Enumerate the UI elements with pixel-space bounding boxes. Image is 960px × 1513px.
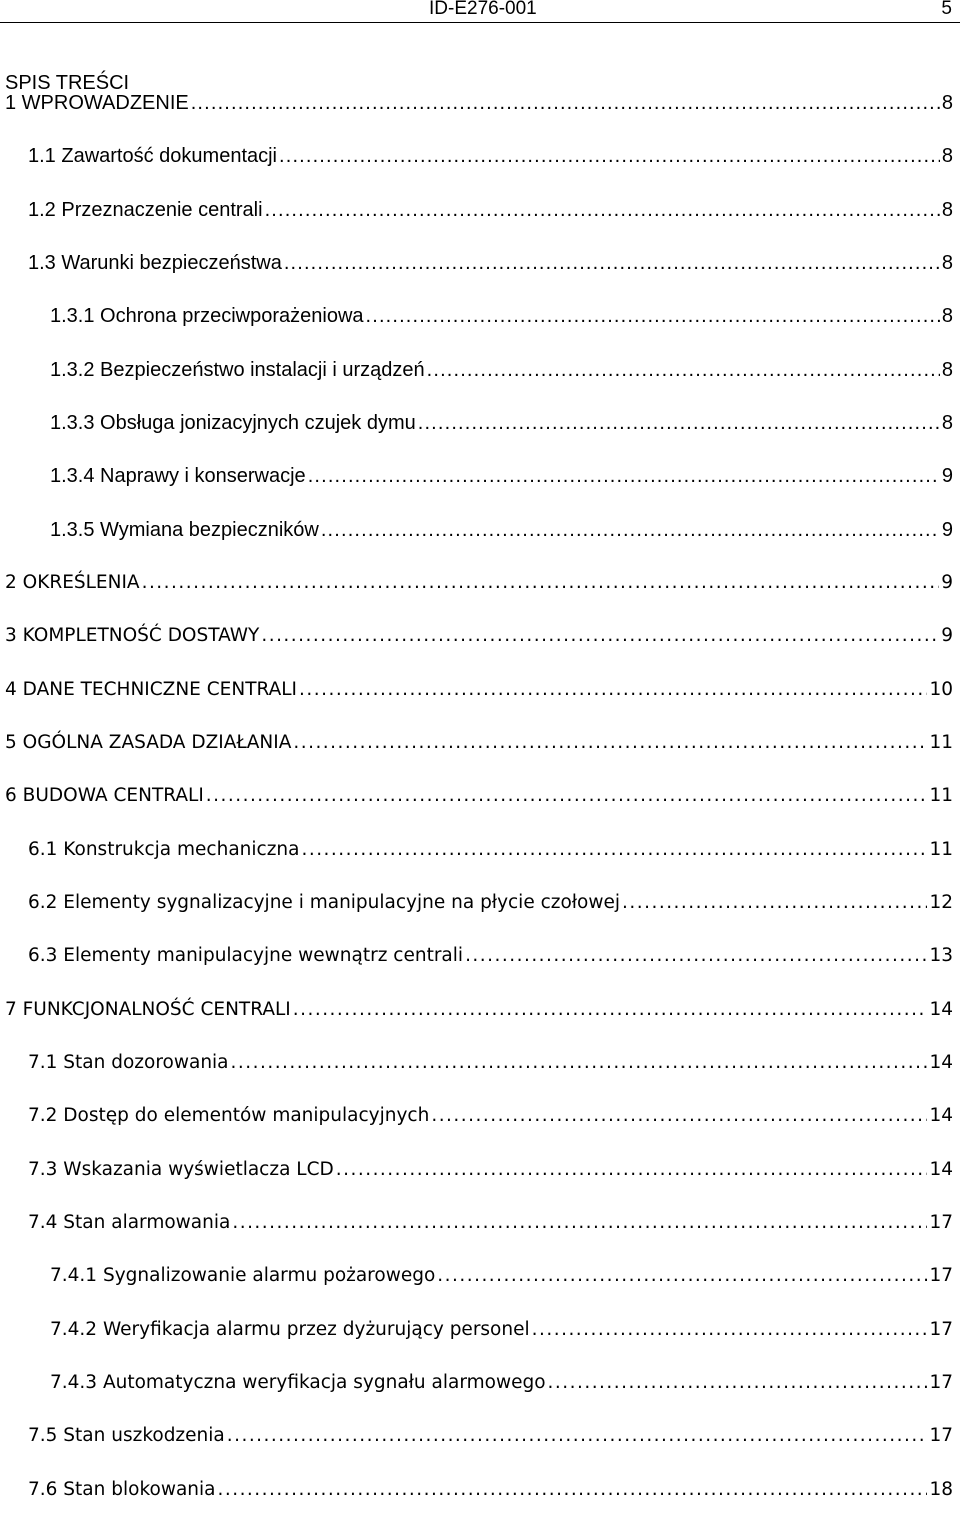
- toc-title: SPIS TREŚCI: [5, 72, 130, 94]
- toc-entry[interactable]: 1.3.5 Wymiana bezpieczników . . . 9: [50, 513, 953, 543]
- toc-entry[interactable]: 2 OKREŚLENIA . . . 9: [5, 566, 953, 596]
- toc-entry[interactable]: 1.2 Przeznaczenie centrali . . . 8: [28, 193, 953, 223]
- toc-entry[interactable]: 7.5 Stan uszkodzenia . . . 17: [28, 1419, 953, 1449]
- toc-entry[interactable]: 7.4.1 Sygnalizowanie alarmu pożarowego . . . 17: [50, 1259, 953, 1289]
- toc-entry[interactable]: 7.3 Wskazania wyświetlacza LCD . . . 14: [28, 1153, 953, 1183]
- toc-entry[interactable]: 7.2 Dostęp do elementów manipulacyjnych . . . 14: [28, 1099, 953, 1129]
- toc-entry[interactable]: 7.6 Stan blokowania . . . 18: [28, 1473, 953, 1503]
- toc-entry[interactable]: 7 FUNKCJONALNOŚĆ CENTRALI . . . 14: [5, 993, 953, 1023]
- toc-entry[interactable]: 6 BUDOWA CENTRALI . . . 11: [5, 779, 953, 809]
- toc-entry[interactable]: 6.1 Konstrukcja mechaniczna . . . 11: [28, 833, 953, 863]
- toc-entry[interactable]: 1.3.3 Obsługa jonizacyjnych czujek dymu . . . 8: [50, 406, 953, 436]
- toc-entry[interactable]: 1.1 Zawartość dokumentacji . . . 8: [28, 139, 953, 169]
- toc-entry[interactable]: 3 KOMPLETNOŚĆ DOSTAWY . . . 9: [5, 619, 953, 649]
- toc-entry[interactable]: 6.2 Elementy sygnalizacyjne i manipulacyjne na płycie czołowej . . . 12: [28, 886, 953, 916]
- toc-entry[interactable]: 1 WPROWADZENIE . . . 8: [5, 86, 953, 116]
- toc-entry[interactable]: 4 DANE TECHNICZNE CENTRALI . . . 10: [5, 673, 953, 703]
- toc-entry[interactable]: 5 OGÓLNA ZASADA DZIAŁANIA . . . 11: [5, 726, 953, 756]
- toc-entry[interactable]: 6.3 Elementy manipulacyjne wewnątrz centrali . . . 13: [28, 939, 953, 969]
- toc-entry[interactable]: 7.1 Stan dozorowania . . . 14: [28, 1046, 953, 1076]
- document-id: ID-E276-001: [429, 0, 537, 19]
- toc-entry[interactable]: 1.3.2 Bezpieczeństwo instalacji i urządzeń . . . 8: [50, 353, 953, 383]
- toc-entry[interactable]: 1.3.1 Ochrona przeciwporażeniowa . . . 8: [50, 299, 953, 329]
- toc-entry[interactable]: 7.4.2 Weryfikacja alarmu przez dyżurujący personel . . . 17: [50, 1313, 953, 1343]
- toc-entry[interactable]: 1.3.4 Naprawy i konserwacje . . . 9: [50, 459, 953, 489]
- page-number: 5: [941, 0, 952, 19]
- toc-entry[interactable]: 1.3 Warunki bezpieczeństwa . . . 8: [28, 246, 953, 276]
- toc-entry[interactable]: 7.4.3 Automatyczna weryfikacja sygnału alarmowego . . . 17: [50, 1366, 953, 1396]
- toc-entry[interactable]: 7.4 Stan alarmowania . . . 17: [28, 1206, 953, 1236]
- page-header: [0, 0, 960, 23]
